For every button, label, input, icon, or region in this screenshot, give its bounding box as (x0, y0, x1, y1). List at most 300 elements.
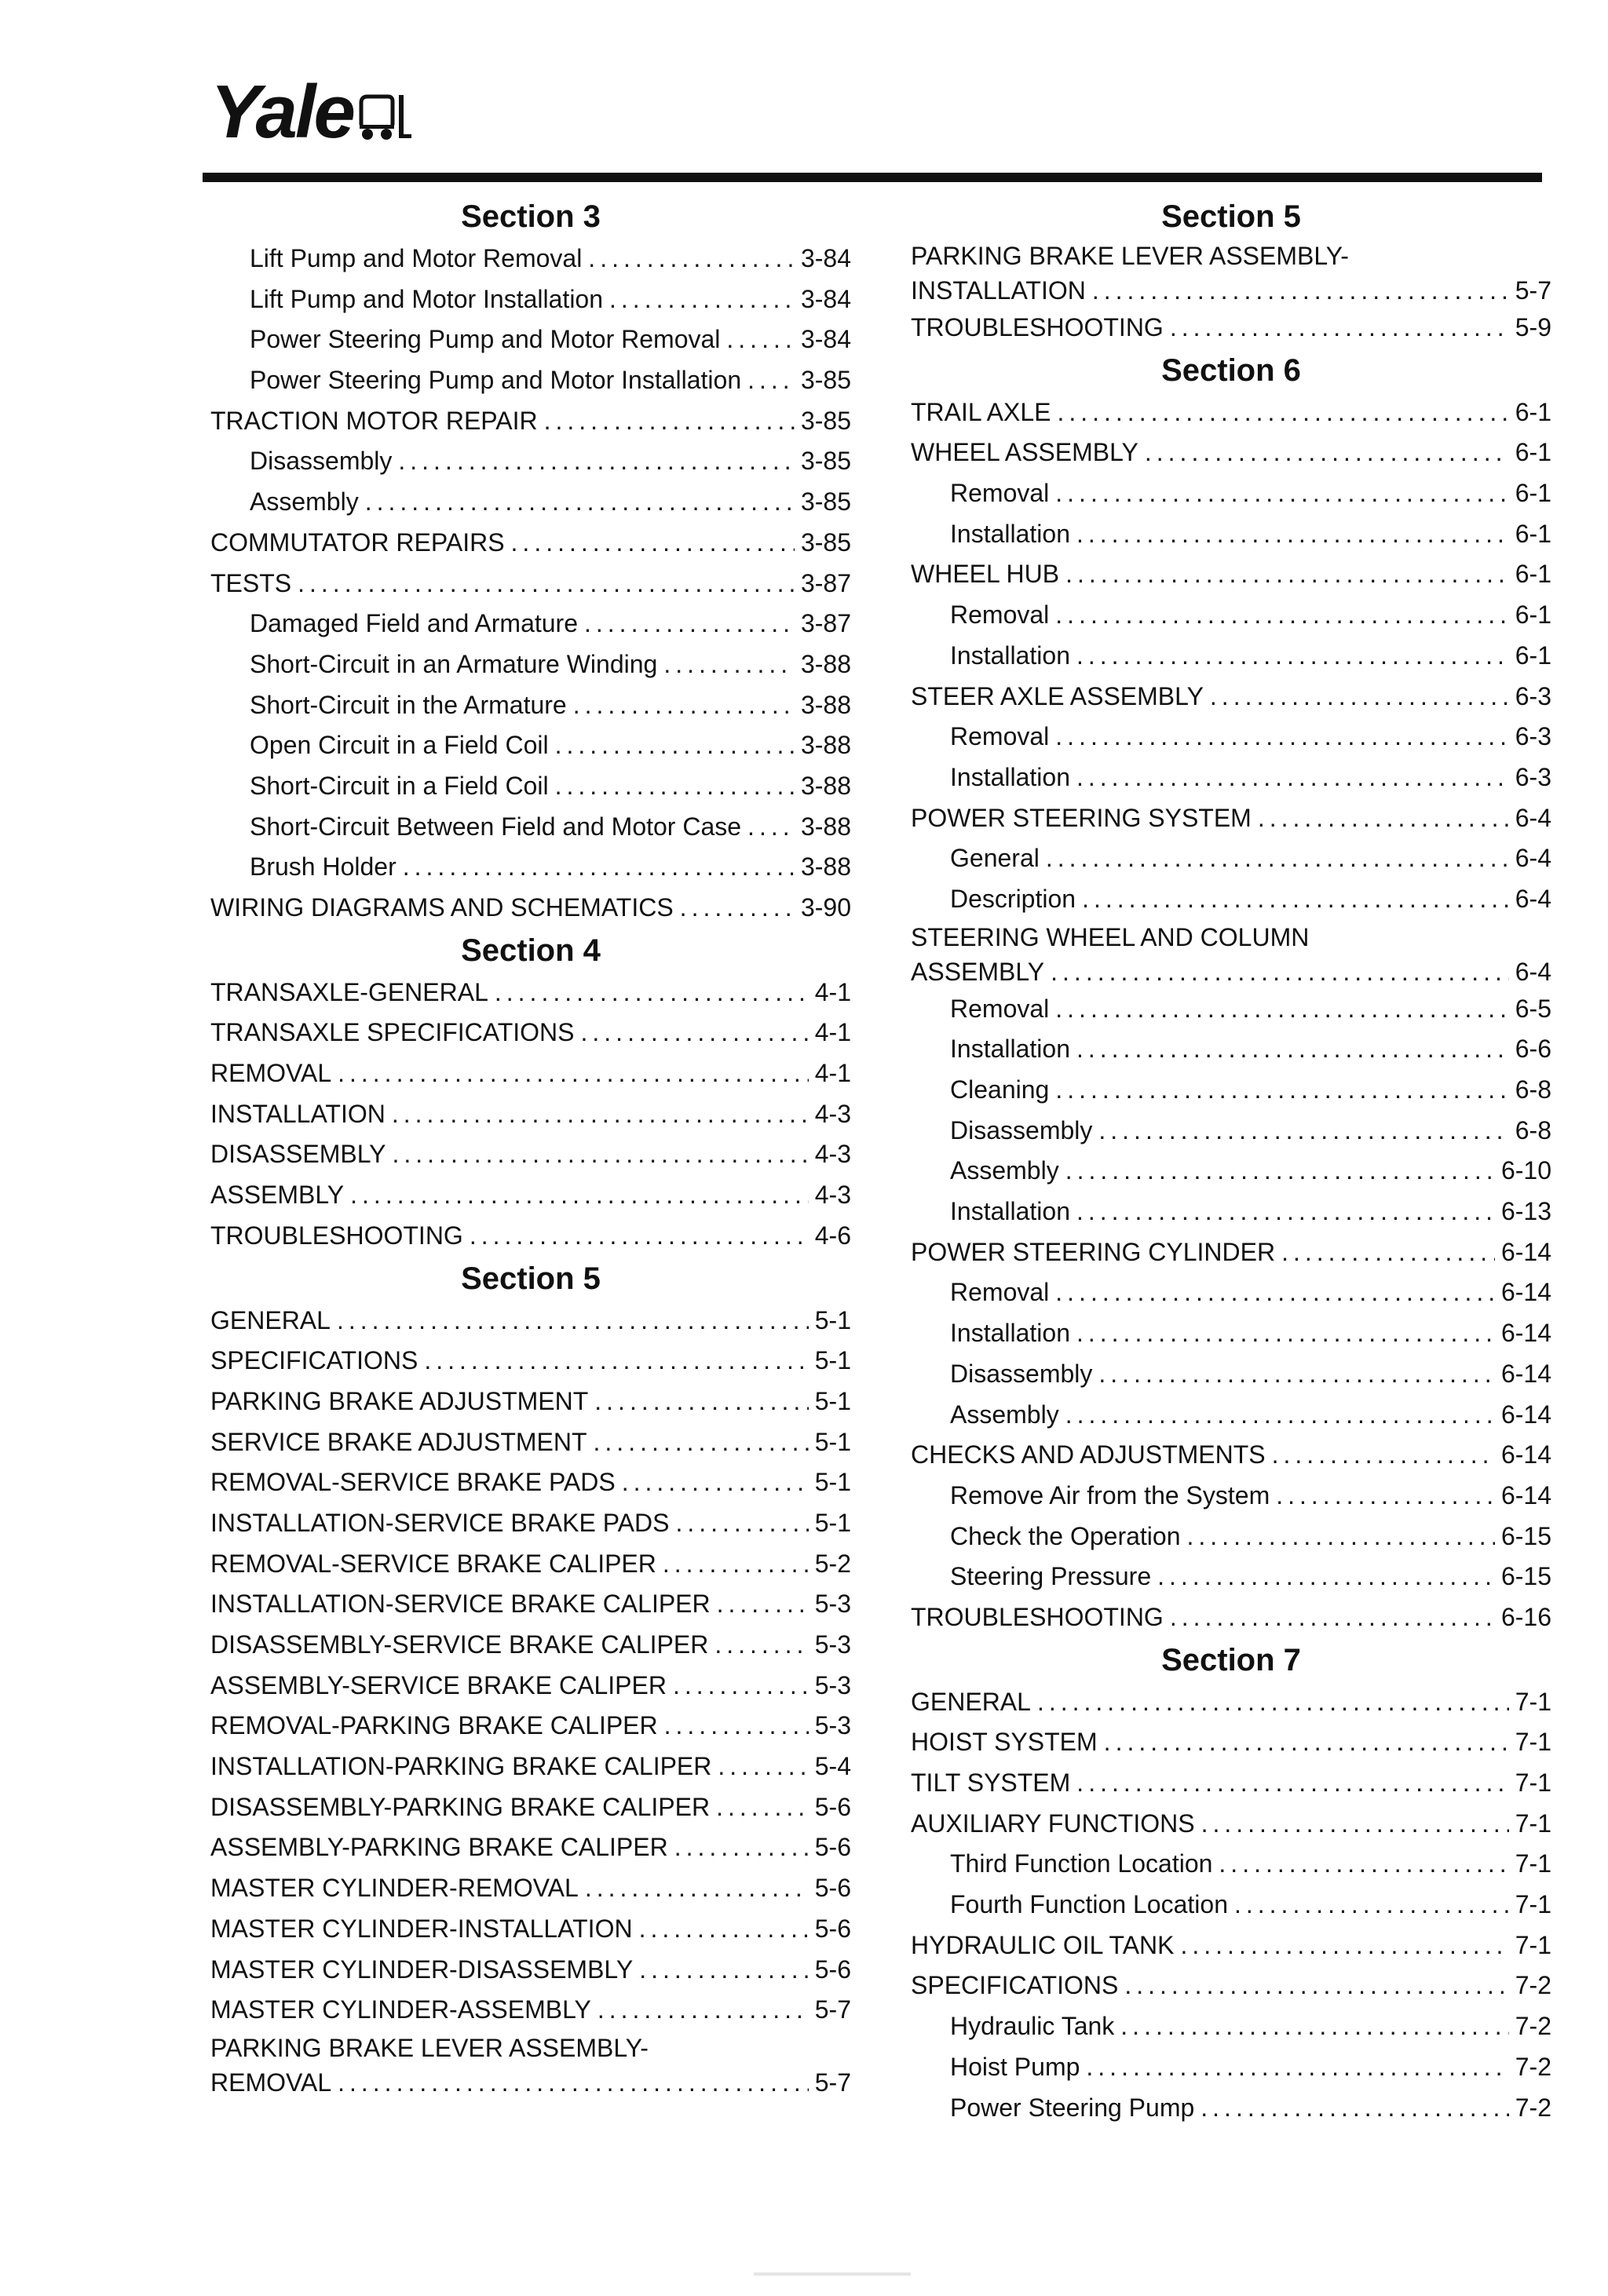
toc-entry[interactable] (210, 239, 851, 279)
toc-page-number: 6-3 (1515, 722, 1551, 751)
toc-page-number: 3-85 (800, 527, 851, 557)
toc-page-number: 4-3 (814, 1181, 851, 1210)
toc-leader-dots (392, 1134, 808, 1175)
toc-entry-title: Assembly (950, 1156, 1059, 1185)
toc-page-number: 3-87 (800, 568, 851, 597)
toc-entry[interactable] (911, 1722, 1551, 1763)
toc-entry-title: TRANSAXLE-GENERAL (210, 977, 488, 1006)
toc-leader-dots (403, 847, 795, 888)
toc-page-number: 3-87 (800, 609, 851, 638)
toc-entry-title: REMOVAL (210, 1059, 332, 1088)
toc-entry[interactable] (911, 1395, 1551, 1436)
toc-entry[interactable] (210, 319, 851, 360)
toc-entry-title: MASTER CYLINDER-REMOVAL (210, 1874, 579, 1903)
toc-entry[interactable] (911, 1070, 1551, 1111)
toc-entry[interactable] (911, 677, 1551, 717)
toc-leader-dots (555, 725, 795, 766)
toc-page-number: 6-1 (1515, 438, 1551, 467)
toc-entry[interactable] (210, 279, 851, 320)
toc-page-number: 6-4 (1515, 844, 1551, 873)
toc-entry[interactable] (911, 1926, 1551, 1966)
toc-page-number: 6-3 (1515, 681, 1551, 710)
toc-page-number: 5-7 (814, 1995, 851, 2024)
toc-entry[interactable] (210, 1175, 851, 1216)
toc-entry[interactable] (911, 989, 1551, 1030)
toc-entry[interactable] (210, 482, 851, 523)
toc-entry-title: AUXILIARY FUNCTIONS (911, 1809, 1195, 1838)
section-heading: Section 5 (461, 1261, 601, 1296)
toc-entry[interactable] (210, 360, 851, 401)
toc-leader-dots (1272, 1435, 1495, 1476)
toc-entry[interactable] (911, 1111, 1551, 1152)
toc-leader-dots (1037, 1682, 1509, 1723)
toc-entry-title: Removal (950, 1278, 1050, 1307)
toc-page-number: 5-1 (814, 1427, 851, 1456)
toc-page-number: 6-14 (1500, 1278, 1551, 1307)
toc-entry-title: TRAIL AXLE (911, 397, 1051, 426)
toc-entry[interactable] (911, 1029, 1551, 1070)
toc-leader-dots (1055, 1272, 1495, 1313)
toc-entry-title: Removal (950, 722, 1050, 751)
toc-leader-dots (675, 1503, 808, 1544)
toc-entry[interactable] (911, 838, 1551, 879)
toc-entry[interactable] (210, 1990, 851, 2031)
toc-entry[interactable] (911, 1272, 1551, 1313)
toc-leader-dots (365, 482, 795, 523)
toc-leader-dots (594, 1382, 808, 1422)
toc-entry-title: Remove Air from the System (950, 1480, 1270, 1509)
toc-leader-dots (609, 279, 795, 320)
right-column (911, 195, 1551, 2128)
toc-leader-dots (495, 973, 809, 1013)
toc-entry-title: SERVICE BRAKE ADJUSTMENT (210, 1427, 587, 1456)
toc-page-number: 3-85 (800, 487, 851, 517)
toc-leader-dots (717, 1584, 809, 1625)
toc-entry-title: REMOVAL (210, 2068, 332, 2097)
toc-page-number: 6-1 (1515, 519, 1551, 548)
toc-entry[interactable] (911, 879, 1551, 920)
toc-entry[interactable] (210, 1950, 851, 1991)
toc-entry-title: Short-Circuit in a Field Coil (250, 771, 549, 800)
toc-page-number: 5-1 (814, 1386, 851, 1415)
toc-leader-dots (298, 564, 795, 604)
toc-entry-title: MASTER CYLINDER-ASSEMBLY (210, 1995, 591, 2024)
toc-page-number: 3-88 (800, 771, 851, 800)
toc-page-number: 5-1 (814, 1305, 851, 1334)
toc-entry[interactable] (911, 1313, 1551, 1354)
toc-page-number: 4-1 (814, 1059, 851, 1088)
toc-leader-dots (555, 766, 795, 807)
toc-entry[interactable] (911, 1476, 1551, 1517)
logo-wordmark: Yale (210, 70, 353, 154)
toc-leader-dots (714, 1625, 808, 1666)
toc-entry-title: Installation (950, 641, 1070, 670)
toc-leader-dots (1104, 1722, 1509, 1763)
toc-entry-title-line1: PARKING BRAKE LEVER ASSEMBLY- (911, 242, 1349, 270)
toc-page-number: 6-14 (1500, 1480, 1551, 1509)
toc-page-number: 6-1 (1515, 641, 1551, 670)
toc-entry-title: GENERAL (210, 1305, 331, 1334)
toc-page-number: 6-1 (1515, 397, 1551, 426)
toc-entry[interactable] (911, 1192, 1551, 1232)
toc-leader-dots (1180, 1926, 1508, 1966)
toc-page-number: 5-6 (814, 1955, 851, 1984)
toc-leader-dots (1092, 273, 1509, 308)
toc-entry-title: TESTS (210, 568, 292, 597)
toc-entry[interactable] (210, 725, 851, 766)
toc-entry-title: General (950, 844, 1040, 873)
toc-entry[interactable] (210, 1827, 851, 1868)
toc-entry-title: POWER STEERING SYSTEM (911, 803, 1252, 832)
toc-entry-title: STEER AXLE ASSEMBLY (911, 681, 1204, 710)
toc-entry[interactable] (911, 1354, 1551, 1395)
toc-entry-title: ASSEMBLY-SERVICE BRAKE CALIPER (210, 1670, 667, 1699)
toc-page-number: 5-7 (1515, 276, 1551, 305)
toc-leader-dots (1145, 433, 1509, 473)
toc-entry-title: Installation (950, 762, 1070, 791)
toc-entry[interactable] (911, 2047, 1551, 2088)
toc-leader-dots (1076, 1763, 1508, 1804)
section-heading: Section 3 (461, 199, 601, 234)
toc-leader-dots (1201, 2088, 1508, 2129)
toc-page-number: 6-3 (1515, 762, 1551, 791)
toc-leader-dots (1055, 595, 1508, 636)
toc-entry[interactable] (210, 1094, 851, 1135)
toc-entry[interactable] (911, 433, 1551, 473)
toc-page-number: 6-16 (1500, 1602, 1551, 1631)
toc-entry[interactable] (911, 1844, 1551, 1885)
toc-entry[interactable] (210, 1301, 851, 1341)
toc-entry-title: Installation (950, 1197, 1070, 1226)
toc-entry[interactable] (210, 1382, 851, 1422)
toc-entry[interactable] (210, 1503, 851, 1544)
toc-page-number: 5-4 (814, 1752, 851, 1781)
toc-entry[interactable] (911, 1682, 1551, 1723)
toc-entry-title: HYDRAULIC OIL TANK (911, 1930, 1175, 1959)
toc-leader-dots (1051, 955, 1509, 989)
toc-page-number: 6-5 (1515, 994, 1551, 1023)
toc-entry-title: GENERAL (911, 1687, 1031, 1716)
toc-leader-dots (664, 1706, 809, 1747)
toc-page-number: 5-1 (814, 1468, 851, 1497)
toc-leader-dots (726, 319, 795, 360)
toc-entry[interactable] (911, 514, 1551, 555)
toc-page-number: 3-88 (800, 649, 851, 678)
toc-entry[interactable] (210, 564, 851, 604)
toc-page-number: 6-14 (1500, 1359, 1551, 1388)
toc-entry-title: Removal (950, 994, 1050, 1023)
toc-entry-title: Third Function Location (950, 1849, 1213, 1878)
section-heading: Section 4 (461, 933, 601, 968)
toc-entry[interactable] (210, 1013, 851, 1053)
toc-page-number: 4-1 (814, 977, 851, 1006)
toc-entry-title: Assembly (950, 1400, 1059, 1429)
toc-entry-title: Open Circuit in a Field Coil (250, 731, 549, 760)
toc-entry-title: Power Steering Pump and Motor Installation (250, 366, 742, 395)
toc-leader-dots (338, 2065, 809, 2100)
toc-page-number: 5-6 (814, 1792, 851, 1821)
toc-leader-dots (1046, 838, 1509, 879)
toc-page-number: 6-13 (1500, 1197, 1551, 1226)
toc-leader-dots (663, 644, 795, 685)
toc-entry-title: Cleaning (950, 1075, 1050, 1104)
toc-page-number: 6-4 (1515, 884, 1551, 913)
toc-page-number: 4-1 (814, 1018, 851, 1047)
toc-page-number: 6-15 (1500, 1562, 1551, 1591)
toc-entry-title: DISASSEMBLY (210, 1140, 386, 1169)
toc-entry[interactable] (210, 1909, 851, 1950)
toc-leader-dots (1219, 1844, 1508, 1885)
toc-leader-dots (1086, 2047, 1508, 2088)
toc-entry[interactable] (911, 1597, 1551, 1638)
toc-entry-title: REMOVAL-PARKING BRAKE CALIPER (210, 1711, 658, 1740)
toc-entry[interactable] (911, 595, 1551, 636)
toc-entry[interactable] (911, 2088, 1551, 2129)
toc-leader-dots (663, 1544, 809, 1585)
toc-entry-title: Installation (950, 1319, 1070, 1348)
toc-page-number: 6-1 (1515, 600, 1551, 630)
toc-leader-dots (1120, 2006, 1508, 2047)
toc-entry-title: Steering Pressure (950, 1562, 1152, 1591)
toc-entry-title: INSTALLATION (911, 276, 1086, 305)
toc-page-number: 3-90 (800, 893, 851, 922)
toc-leader-dots (588, 239, 795, 279)
toc-entry-title: TROUBLESHOOTING (911, 313, 1164, 341)
toc-entry[interactable] (911, 473, 1551, 514)
toc-page-number: 3-85 (800, 406, 851, 435)
toc-leader-dots (598, 1990, 809, 2031)
toc-entry-title: Power Steering Pump (950, 2093, 1195, 2122)
toc-entry-title: Lift Pump and Motor Removal (250, 244, 583, 272)
toc-entry[interactable] (210, 1053, 851, 1094)
toc-leader-dots (544, 401, 795, 442)
toc-leader-dots (639, 1909, 809, 1950)
toc-page-number: 5-3 (814, 1590, 851, 1619)
toc-entry[interactable] (911, 1885, 1551, 1926)
toc-entry[interactable] (911, 1517, 1551, 1557)
toc-page-number: 4-6 (814, 1221, 851, 1250)
toc-page-number: 3-88 (800, 690, 851, 719)
toc-entry[interactable] (210, 888, 851, 929)
toc-entry-title: ASSEMBLY (911, 957, 1045, 986)
toc-page-number: 6-14 (1500, 1319, 1551, 1348)
toc-leader-dots (1234, 1885, 1509, 1926)
toc-entry[interactable] (911, 920, 1551, 989)
toc-page-number: 6-14 (1500, 1400, 1551, 1429)
toc-leader-dots (337, 1301, 809, 1341)
toc-entry-title: Short-Circuit in the Armature (250, 690, 567, 719)
toc-leader-dots (398, 441, 795, 482)
toc-leader-dots (1055, 717, 1508, 757)
toc-entry[interactable] (911, 239, 1551, 308)
toc-page-number: 6-10 (1500, 1156, 1551, 1185)
toc-entry[interactable] (911, 636, 1551, 677)
toc-page-number: 6-4 (1515, 957, 1551, 986)
toc-entry[interactable] (210, 1544, 851, 1585)
toc-page-number: 7-1 (1515, 1728, 1551, 1757)
toc-leader-dots (1076, 1029, 1509, 1070)
toc-entry[interactable] (911, 554, 1551, 595)
toc-leader-dots (1057, 392, 1508, 433)
toc-entry-title: SPECIFICATIONS (911, 1971, 1119, 2000)
toc-entry[interactable] (911, 757, 1551, 798)
toc-entry[interactable] (210, 766, 851, 807)
toc-entry-title-line1: PARKING BRAKE LEVER ASSEMBLY- (210, 2033, 649, 2062)
toc-entry[interactable] (210, 401, 851, 442)
toc-entry[interactable] (911, 308, 1551, 349)
toc-entry[interactable] (210, 604, 851, 644)
toc-leader-dots (1258, 798, 1509, 839)
toc-entry[interactable] (911, 1232, 1551, 1273)
toc-entry[interactable] (210, 1747, 851, 1787)
toc-entry[interactable] (210, 1462, 851, 1503)
toc-page-number: 6-6 (1515, 1035, 1551, 1064)
toc-entry-title: TRACTION MOTOR REPAIR (210, 406, 538, 435)
toc-page-number: 6-1 (1515, 479, 1551, 508)
toc-entry-title: MASTER CYLINDER-INSTALLATION (210, 1914, 633, 1943)
page-footer-mark (754, 2272, 911, 2276)
toc-page-number: 6-4 (1515, 803, 1551, 832)
toc-page-number: 7-1 (1515, 1890, 1551, 1919)
toc-entry[interactable] (210, 1706, 851, 1747)
toc-page-number: 7-1 (1515, 1930, 1551, 1959)
toc-page-number: 6-1 (1515, 560, 1551, 589)
toc-entry[interactable] (911, 1557, 1551, 1597)
toc-leader-dots (338, 1053, 809, 1094)
toc-page-number: 7-1 (1515, 1849, 1551, 1878)
toc-entry[interactable] (210, 1584, 851, 1625)
toc-leader-dots (1055, 473, 1508, 514)
toc-entry-title: Disassembly (250, 447, 393, 476)
toc-leader-dots (1076, 514, 1509, 555)
toc-entry-title: Disassembly (950, 1359, 1093, 1388)
toc-page-number: 3-88 (800, 812, 851, 841)
toc-page-number: 3-85 (800, 447, 851, 476)
toc-leader-dots (594, 1422, 809, 1463)
toc-entry[interactable] (911, 2006, 1551, 2047)
toc-leader-dots (392, 1094, 809, 1135)
toc-entry[interactable] (210, 847, 851, 888)
toc-entry[interactable] (210, 523, 851, 564)
toc-leader-dots (470, 1216, 809, 1257)
toc-leader-dots (1187, 1517, 1495, 1557)
toc-entry-title: ASSEMBLY (210, 1181, 345, 1210)
toc-leader-dots (511, 523, 795, 564)
toc-page-number: 5-3 (814, 1711, 851, 1740)
toc-page-number: 3-85 (800, 366, 851, 395)
toc-entry-title: TRANSAXLE SPECIFICATIONS (210, 1018, 575, 1047)
toc-leader-dots (1065, 554, 1509, 595)
toc-entry[interactable] (911, 1435, 1551, 1476)
toc-entry[interactable] (210, 1868, 851, 1909)
toc-entry[interactable] (210, 1216, 851, 1257)
toc-leader-dots (1098, 1354, 1495, 1395)
toc-leader-dots (747, 807, 795, 848)
toc-entry-title: INSTALLATION-PARKING BRAKE CALIPER (210, 1752, 712, 1781)
toc-entry-title: Removal (950, 600, 1050, 630)
toc-leader-dots (1076, 636, 1509, 677)
brand-logo (210, 70, 411, 154)
toc-entry-title: Hydraulic Tank (950, 2012, 1115, 2041)
toc-leader-dots (1281, 1232, 1495, 1273)
toc-entry[interactable] (210, 441, 851, 482)
toc-entry[interactable] (210, 644, 851, 685)
toc-entry-title: WIRING DIAGRAMS AND SCHEMATICS (210, 893, 674, 922)
toc-entry-title: Hoist Pump (950, 2052, 1080, 2081)
toc-leader-dots (573, 685, 795, 726)
toc-page-number: 5-6 (814, 1874, 851, 1903)
toc-entry[interactable] (210, 685, 851, 726)
toc-entry[interactable] (210, 1666, 851, 1706)
toc-entry[interactable] (210, 1787, 851, 1828)
forklift-icon (356, 90, 411, 145)
toc-entry[interactable] (210, 973, 851, 1013)
toc-entry[interactable] (911, 798, 1551, 839)
toc-entry-title: TROUBLESHOOTING (210, 1221, 463, 1250)
toc-entry[interactable] (210, 2031, 851, 2100)
toc-entry-title: TROUBLESHOOTING (911, 1602, 1164, 1631)
toc-entry[interactable] (911, 717, 1551, 757)
toc-page-number: 6-15 (1500, 1521, 1551, 1550)
toc-entry[interactable] (210, 1422, 851, 1463)
toc-entry[interactable] (210, 1625, 851, 1666)
toc-entry[interactable] (210, 807, 851, 848)
toc-page-number: 5-3 (814, 1630, 851, 1659)
toc-entry-title: WHEEL ASSEMBLY (911, 438, 1138, 467)
toc-leader-dots (716, 1787, 809, 1828)
toc-leader-dots (1076, 1192, 1495, 1232)
section-heading: Section 6 (1161, 352, 1301, 388)
toc-leader-dots (1170, 1597, 1495, 1638)
toc-entry[interactable] (911, 1763, 1551, 1804)
toc-page-number: 5-1 (814, 1346, 851, 1375)
toc-entry-title: Damaged Field and Armature (250, 609, 578, 638)
toc-entry[interactable] (210, 1341, 851, 1382)
toc-entry[interactable] (210, 1134, 851, 1175)
toc-leader-dots (1065, 1151, 1495, 1192)
toc-entry-title: Disassembly (950, 1115, 1093, 1144)
toc-leader-dots (673, 1666, 809, 1706)
toc-leader-dots (1157, 1557, 1495, 1597)
toc-entry[interactable] (911, 1151, 1551, 1192)
toc-leader-dots (1170, 308, 1509, 349)
toc-page-number: 5-6 (814, 1833, 851, 1862)
toc-entry[interactable] (911, 1966, 1551, 2006)
toc-entry-title: DISASSEMBLY-SERVICE BRAKE CALIPER (210, 1630, 709, 1659)
toc-entry-title: COMMUTATOR REPAIRS (210, 527, 505, 557)
section-heading: Section 5 (1161, 199, 1301, 234)
toc-entry-title: Fourth Function Location (950, 1890, 1228, 1919)
toc-page-number: 7-2 (1515, 2093, 1551, 2122)
toc-leader-dots (680, 888, 795, 929)
toc-page-number: 7-1 (1515, 1769, 1551, 1797)
toc-leader-dots (585, 1868, 809, 1909)
toc-page-number: 7-2 (1515, 2012, 1551, 2041)
toc-page-number: 5-7 (814, 2068, 851, 2097)
toc-entry[interactable] (911, 1804, 1551, 1845)
toc-entry-title: Installation (950, 1035, 1070, 1064)
toc-page-number: 6-8 (1515, 1115, 1551, 1144)
toc-entry-title-line1: STEERING WHEEL AND COLUMN (911, 922, 1310, 951)
toc-leader-dots (1124, 1966, 1508, 2006)
toc-entry[interactable] (911, 392, 1551, 433)
toc-entry-title: Installation (950, 519, 1070, 548)
toc-entry-title: Short-Circuit in an Armature Winding (250, 649, 658, 678)
toc-entry-title: Removal (950, 479, 1050, 508)
toc-entry-title: INSTALLATION-SERVICE BRAKE CALIPER (210, 1590, 711, 1619)
toc-entry-title: WHEEL HUB (911, 560, 1060, 589)
toc-entry-title: INSTALLATION (210, 1099, 386, 1128)
